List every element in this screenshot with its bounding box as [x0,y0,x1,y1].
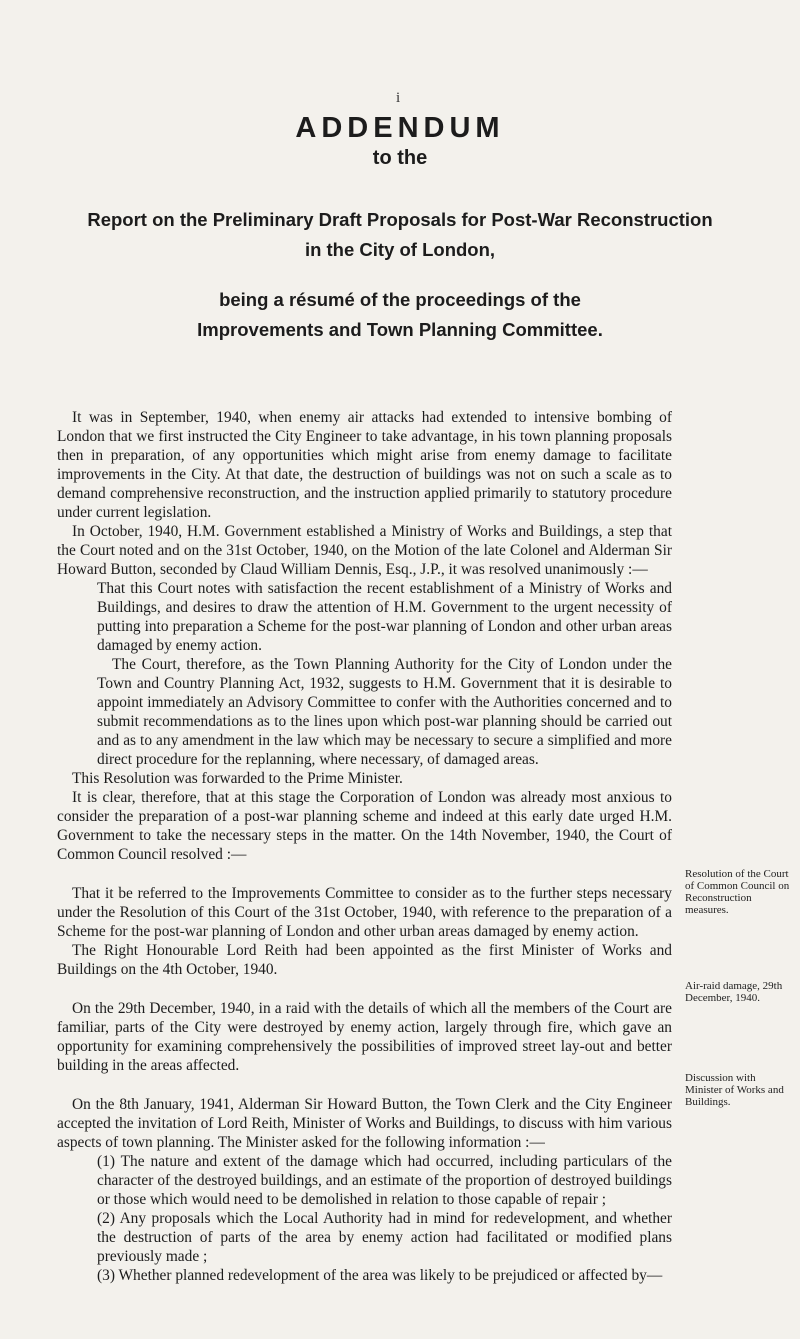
paragraph-9: On the 29th December, 1940, in a raid with the details of which all the members of the Court are familiar, parts of the City were destroyed by enemy action, largely through fire, which gave an opportunity for examining comprehensively the possibilities of improved street lay-out and better building in the areas affected. [57,1000,672,1074]
page-number: i [396,90,401,106]
paragraph-6: It is clear, therefore, that at this stage the Corporation of London was already most anxious to consider the preparation of a post-war planning scheme and indeed at this early date urged H.M. Government to take the necessary steps in the matter. On the 14th November, 1940, the Court of Common Council resolved :— [57,789,672,863]
paragraph-8: The Right Honourable Lord Reith had been appointed as the first Minister of Works and Buildings on the 4th October, 1940. [57,942,672,978]
paragraph-7: That it be referred to the Improvements Committee to consider as to the further steps necessary under the Resolution of this Court of the 31st October, 1940, with reference to the preparation of a Scheme for the post-war planning of London and other urban areas damaged by enemy action. [57,885,672,940]
title-block [0,112,800,170]
paragraph-2: In October, 1940, H.M. Government established a Ministry of Works and Buildings, a step that the Court noted and on the 31st October, 1940, on the Motion of the late Colonel and Alderman Sir Howard Button, seconded by Claud William Dennis, Esq., J.P., it was resolved unanimously :— [57,523,672,578]
list-item-2: (2) Any proposals which the Local Authority had in mind for redevelopment, and whether the destruction of parts of the area by enemy action had facilitated or modified plans previously made ; [97,1210,672,1265]
resolution-text-2: The Court, therefore, as the Town Planning Authority for the City of London under the Town and Country Planning Act, 1932, suggests to H.M. Government that it is desirable to appoint immediately an Advisory Committee to confer with the Authorities concerned and to submit recommendations as to the lines upon which post-war planning should be carried out and as to any amendment in the law which may be necessary to secure a simplified and more direct procedure for the replanning, where necessary, of damaged areas. [97,656,672,768]
margin-note-discussion: Discussion with Minister of Works and Buildings. [685,1072,784,1108]
resolution-text-1: That this Court notes with satisfaction the recent establishment of a Ministry of Works and Buildings, and desires to draw the attention of H.M. Government to the urgent necessity of putting into preparation a Scheme for the post-war planning of London and other urban areas damaged by enemy action. [97,580,672,654]
report-title-line1: Report on the Preliminary Draft Proposals for Post-War Reconstruction [87,209,713,230]
paragraph-5: This Resolution was forwarded to the Prime Minister. [72,770,403,787]
report-title [20,205,780,345]
report-title-line2: in the City of London, [304,239,496,260]
report-title-line3: being a résumé of the proceedings of the [219,289,581,310]
paragraph-1: It was in September, 1940, when enemy air attacks had extended to intensive bombing of London that we first instructed the City Engineer to take advantage, in his town planning proposals then in preparation, of any opportunities which might arise from enemy damage to facilitate improvements in the City. At that date, the destruction of buildings was not on such a scale as to demand comprehensive reconstruction, and the instruction applied primarily to statutory procedure under current legislation. [57,409,672,521]
report-title-line4: Improvements and Town Planning Committee. [197,319,603,340]
to-the-line: to the [372,147,428,169]
margin-note-resolution: Resolution of the Court of Common Council on Reconstruction measures. [685,868,790,916]
list-item-3: (3) Whether planned redevelopment of the area was likely to be prejudiced or affected by— [97,1267,663,1284]
list-item-1: (1) The nature and extent of the damage which had occurred, including particulars of the character of the destroyed buildings, and an estimate of the proportion of destroyed buildings or those which would need to be demolished in relation to those capable of repair ; [97,1153,672,1208]
margin-note-air-raid: Air-raid damage, 29th December, 1940. [685,980,783,1004]
addendum-heading: ADDENDUM [295,112,505,144]
paragraph-10: On the 8th January, 1941, Alderman Sir Howard Button, the Town Clerk and the City Engineer accepted the invitation of Lord Reith, Minister of Works and Buildings, to discuss with him various aspects of town planning. The Minister asked for the following information :— [57,1096,672,1151]
body-text [57,408,672,1285]
